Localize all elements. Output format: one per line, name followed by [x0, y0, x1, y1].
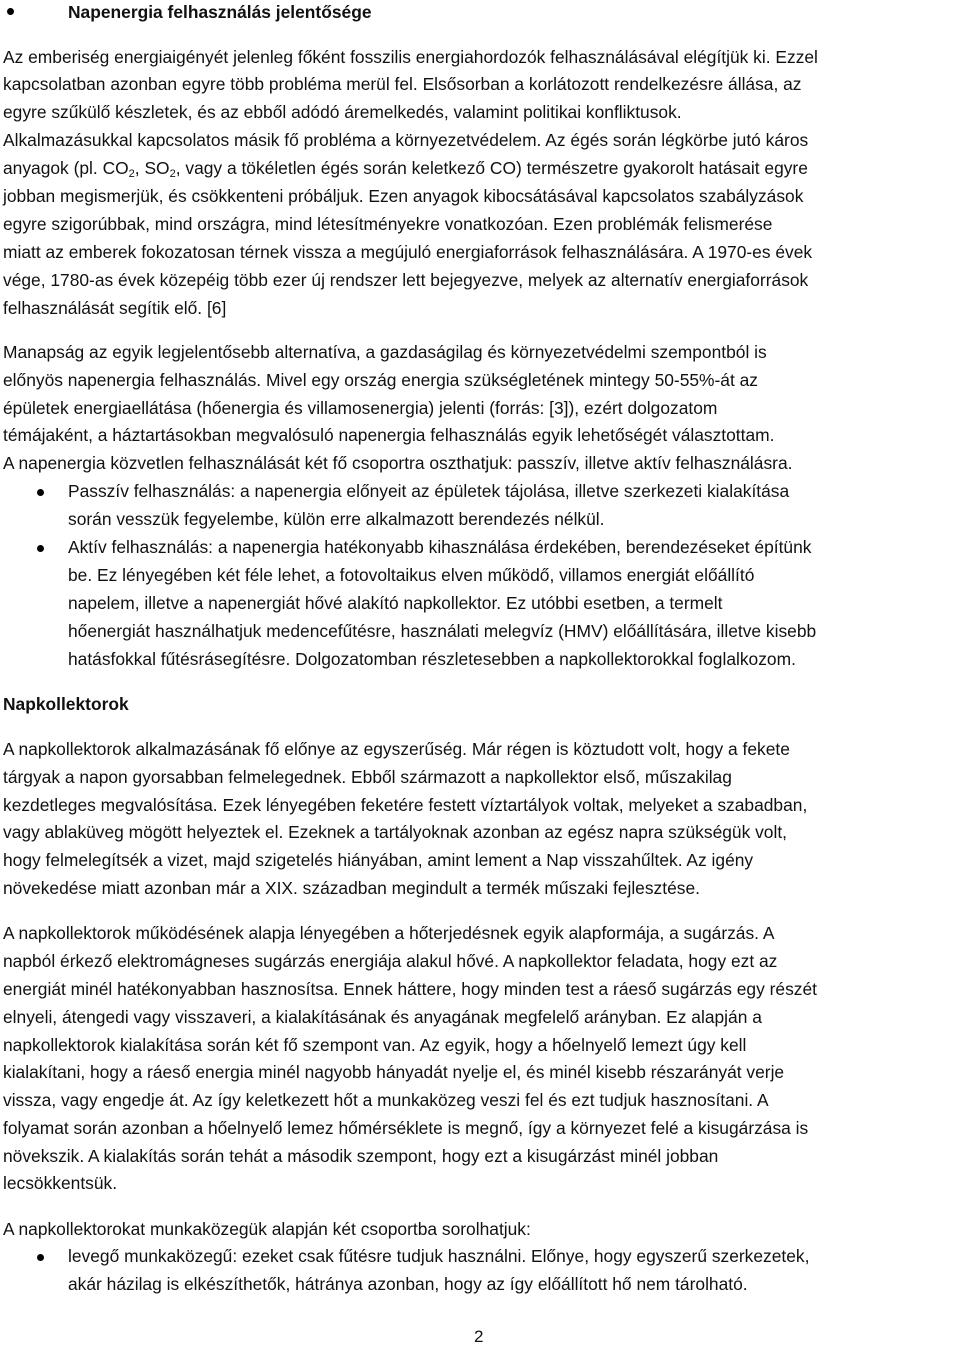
section-heading: Napenergia felhasználás jelentősége	[68, 2, 372, 22]
text-segment: , SO	[134, 158, 170, 178]
list-item-line: hőenergiát használhatjuk medencefűtésre, használati melegvíz (HMV) előállítására, illetve kisebb	[68, 621, 817, 641]
paragraph-line: egyre szigorúbbak, mind országra, mind létesítményekre vonatkozóan. Ezen problémák felismerése	[3, 214, 773, 234]
list-item-line: napelem, illetve a napenergiát hővé alakító napkollektor. Ez utóbbi esetben, a termelt	[68, 593, 723, 613]
paragraph-line: kapcsolatban azonban egyre több probléma merül fel. Elsősorban a korlátozott rendelkezésre állása, az	[3, 74, 802, 94]
list-item-line: során vesszük fegyelembe, külön erre alkalmazott berendezés nélkül.	[68, 509, 605, 529]
list-bullet-icon	[37, 489, 44, 496]
paragraph-line: folyamat során azonban a hőelnyelő lemez hőmérséklete is megnő, így a környezet felé a kisugárzása is	[3, 1118, 809, 1138]
paragraph-line: témájaként, a háztartásokban megvalósuló napenergia felhasználás egyik lehetőségét választottam.	[3, 425, 775, 445]
paragraph-line: egyre szűkülő készletek, és az ebből adódó áremelkedés, valamint politikai konfliktusok.	[3, 102, 682, 122]
list-item-line: hatásfokkal fűtésrásegítésre. Dolgozatomban részletesebben a napkollektorokkal foglalkozom.	[68, 649, 796, 669]
paragraph-line: napkollektorok kialakítása során két fő szempont van. Az egyik, hogy a hőelnyelő lemezt úgy kell	[3, 1035, 747, 1055]
paragraph-line: jobban megismerjük, és csökkenteni próbáljuk. Ezen anyagok kibocsátásával kapcsolatos szabályzások	[3, 186, 804, 206]
paragraph-line: A napkollektorok alkalmazásának fő előnye az egyszerűség. Már régen is köztudott volt, hogy a fekete	[3, 739, 790, 759]
paragraph-line: hogy felmelegítsék a vizet, majd szigetelés hiányában, amint lement a Nap visszahűltek. Az igény	[3, 850, 754, 870]
paragraph-line: növekedése miatt azonban már a XIX. században megindult a termék műszaki fejlesztése.	[3, 878, 700, 898]
paragraph-line: tárgyak a napon gyorsabban felmelegednek. Ebből származott a napkollektor első, műszakilag	[3, 767, 732, 787]
paragraph-line: lecsökkentsük.	[3, 1173, 118, 1193]
paragraph-line: napból érkező elektromágneses sugárzás energiája alakul hővé. A napkollektor feladata, hogy ezt az	[3, 951, 778, 971]
page-number: 2	[474, 1327, 484, 1346]
paragraph-line: A napkollektorokat munkaközegük alapján két csoportba sorolhatjuk:	[3, 1219, 531, 1239]
paragraph-line: Alkalmazásukkal kapcsolatos másik fő probléma a környezetvédelem. Az égés során légkörbe jutó káros	[3, 130, 809, 150]
paragraph-line: felhasználását segítik elő. [6]	[3, 298, 227, 318]
list-item-line: levegő munkaközegű: ezeket csak fűtésre tudjuk használni. Előnye, hogy egyszerű szerkezetek,	[68, 1246, 810, 1266]
paragraph-line: elnyeli, átengedi vagy visszaveri, a kialakításának és anyagának megfelelő arányban. Ez alapján a	[3, 1007, 762, 1027]
subscript: 2	[169, 168, 176, 180]
heading-bullet-icon	[7, 8, 14, 15]
text-segment: anyagok (pl. CO	[3, 158, 129, 178]
list-item-line: be. Ez lényegében két féle lehet, a fotovoltaikus elven működő, villamos energiát előállító	[68, 565, 755, 585]
paragraph-line: A napkollektorok működésének alapja lényegében a hőterjedésnek egyik alapformája, a sugárzás. A	[3, 923, 775, 943]
paragraph-line: kialakítani, hogy a ráeső energia minél nagyobb hányadát nyelje el, és minél kisebb részarányát verje	[3, 1062, 785, 1082]
list-item-line: Aktív felhasználás: a napenergia hatékonyabb kihasználása érdekében, berendezéseket építünk	[68, 537, 812, 557]
subscript: 2	[128, 168, 135, 180]
paragraph-line: kezdetleges megvalósítása. Ezek lényegében feketére festett víztartályok voltak, melyeket a szabadban,	[3, 795, 808, 815]
list-bullet-icon	[37, 1254, 44, 1261]
paragraph-line: épületek energiaellátása (hőenergia és villamosenergia) jelenti (forrás: [3]), ezért dolgozatom	[3, 398, 718, 418]
text-segment: , vagy a tökéletlen égés során keletkező CO) természetre gyakorolt hatásait egyre	[175, 158, 808, 178]
paragraph-line: vissza, vagy engedje át. Az így keletkezett hőt a munkaközeg veszi fel és ezt tudjuk hasznosítani. A	[3, 1090, 769, 1110]
paragraph-line	[3, 158, 808, 178]
paragraph-line: előnyös napenergia felhasználás. Mivel egy ország energia szükségletének mintegy 50-55%-át az	[3, 370, 758, 390]
paragraph-line: A napenergia közvetlen felhasználását két fő csoportra oszthatjuk: passzív, illetve aktív felhasználásra.	[3, 453, 793, 473]
section-heading: Napkollektorok	[3, 694, 129, 714]
paragraph-line: Manapság az egyik legjelentősebb alternatíva, a gazdaságilag és környezetvédelmi szempontból is	[3, 342, 767, 362]
paragraph-line: növekszik. A kialakítás során tehát a második szempont, hogy ezt a kisugárzást minél jobban	[3, 1146, 719, 1166]
paragraph-line: Az emberiség energiaigényét jelenleg főként fosszilis energiahordozók felhasználásával elégítjük ki. Ezzel	[3, 47, 818, 67]
paragraph-line: energiát minél hatékonyabban hasznosítsa. Ennek háttere, hogy minden test a ráeső sugárzás egy részét	[3, 979, 817, 999]
paragraph-line: vagy ablaküveg mögött helyeztek el. Ezeknek a tartályoknak azonban az egész napra szükségük volt,	[3, 822, 788, 842]
list-item-line: akár házilag is elkészíthetők, hátránya azonban, hogy az így előállított hő nem tárolható.	[68, 1274, 748, 1294]
paragraph-line: vége, 1780-as évek közepéig több ezer új rendszer lett bejegyezve, melyek az alternatív energiaforrások	[3, 270, 809, 290]
list-item-line: Passzív felhasználás: a napenergia előnyeit az épületek tájolása, illetve szerkezeti kialakítása	[68, 481, 790, 501]
list-bullet-icon	[37, 545, 44, 552]
paragraph-line: miatt az emberek fokozatosan térnek vissza a megújuló energiaforrások felhasználására. A 1970-es évek	[3, 242, 813, 262]
